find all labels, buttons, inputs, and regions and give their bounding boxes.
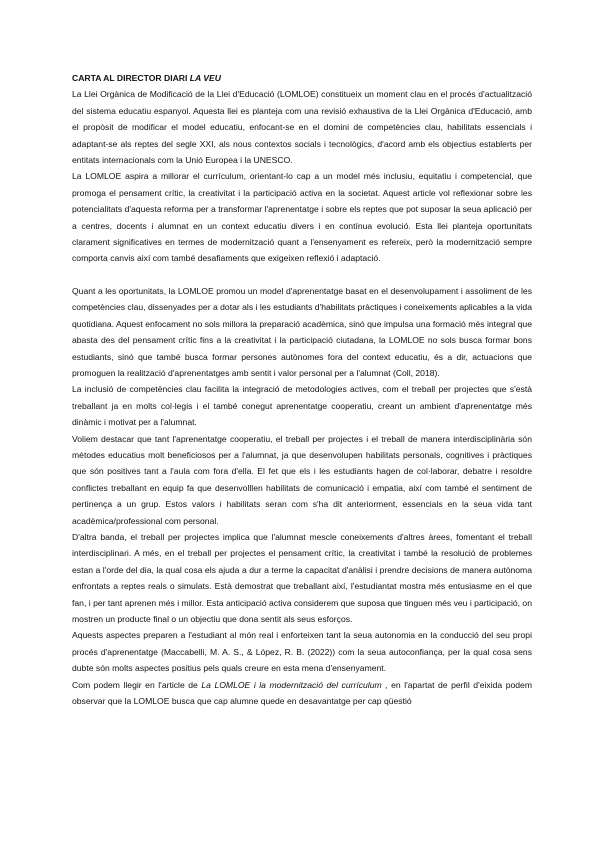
- paragraph-article-reference: [72, 677, 532, 710]
- paragraph-cooperative-learning: Voliem destacar que tant l'aprenentatge cooperatiu, el treball per projectes i el treball de manera interdisciplinària són mètodes educatius molt beneficiosos per a l'alumnat, ja que desenvolupen habilitats personals, cognitives i pràctiques que són positives tant a l'aula com fora d'ella. El fet que els i les estudiants hagen de col·laborar, debatre i resoldre conflictes treballant en equip fa que desenvolllen habilitats de comunicació i empatia, així com també el sentiment de pertinença a un grup. Estos valors i habilitats seran com s'ha dit anteriorment, essencials en la seua vida tant acadèmica/professional com personal.: [72, 433, 532, 526]
- title-prefix: CARTA AL DIRECTOR DIARI: [72, 73, 190, 83]
- document-title: [72, 70, 532, 86]
- paragraph-project-work: D'altra banda, el treball per projectes implica que l'alumnat mescle coneixements d'altres àrees, fomentant el treball interdisciplinari. A més, en el treball per projectes el pensament crític, la creativitat i també la resolució de problemes estan a l'orde del dia, la qual cosa els ajuda a dur a terme la capacitat d'anàlisi i prendre decisions de manera autònoma enfrontats a reptes reals o simulats. Està demostrat que treballant així, l'estudiantat mostra més entusiasme en el que fan, i per tant aprenen més i millor. Esta anticipació activa considerem que suposa que tinguen més veu i participació, on mostren un producte final o un objectiu que dona sentit als seus esforços.: [72, 531, 532, 624]
- reference-before: Com podem llegir en l'article de: [72, 679, 202, 690]
- paragraph-autonomy: Aquests aspectes preparen a l'estudiant al món real i enforteixen tant la seua autonomia en la conducció del seu propi procés d'aprenentatge (Maccabelli, M. A. S., & López, R. B. (2022)) com la seua autoconfiança, per la qual cosa sens dubte són molts aspectes positius pels quals creure en esta mena d'ensenyament.: [72, 630, 532, 674]
- section-gap: [72, 267, 532, 283]
- paragraph-intro: La Llei Orgànica de Modificació de la Llei d'Educació (LOMLOE) constitueix un moment clau en el procés d'actualització del sistema educatiu espanyol. Aquesta llei es planteja com una revisió exhaustiva de la Llei Orgànica d'Educació, amb el propòsit de modificar el model educatiu, enfocant-se en el domini de competències clau, habilitats essencials i adaptant-se als reptes del segle XXI, als nous contextos socials i tecnològics, d'acord amb els objectius establerts per entitats internacionals com la Unió Europea i la UNESCO.: [72, 89, 532, 166]
- reference-after: , en l'apartat de perfil d'eixida podem observar que la LOMLOE busca que cap alumne quede en desavantatge per cap qüestió: [72, 679, 532, 707]
- paragraph-key-competences: La inclusió de competències clau facilita la integració de metodologies actives, com el treball per projectes que s'està treballant ja en molts col·legis i el també conegut aprenentatge cooperatiu, creant un ambient d'aprenentatge més dinàmic i motivat per a l'alumnat.: [72, 384, 532, 428]
- paragraph-opportunities: Quant a les oportunitats, la LOMLOE promou un model d'aprenentatge basat en el desenvolupament i assoliment de les competències clau, dissenyades per a dotar als i les estudiants d'habilitats pràctiques i coneixements aplicables a la vida quotidiana. Aquest enfocament no sols millora la preparació acadèmica, sinó que impulsa una formació més integral que abasta des del pensament crític fins a la creativitat i la participació ciutadana, la LOMLOE no sols busca formar bons estudiants, sinó que també busca formar persones autònomes fora del context educatiu, és a dir, actuacions que promoguen la realització d'aprenentatges amb sentit i valor personal per a l'alumnat (Coll, 2018).: [72, 285, 532, 378]
- document-page: [72, 70, 532, 709]
- article-title: La LOMLOE i la modernització del currículum: [201, 679, 382, 690]
- newspaper-name: LA VEU: [189, 73, 221, 83]
- paragraph-aims: La LOMLOE aspira a millorar el currículum, orientant-lo cap a un model més inclusiu, equitatiu i competencial, que promoga el pensament crític, la creativitat i la participació activa en la societat. Aquest article vol reflexionar sobre les potencialitats d'aquesta reforma per a transformar l'aprenentatge i sobre els reptes que pot suposar la seua aplicació per a centres, docents i alumnat en un context educatiu divers i en contínua evolució. Esta llei planteja oportunitats clarament significatives en termes de modernització quant a l'ensenyament es refereix, però la modernització sempre comporta canvis així com també desafiaments que exigeixen reflexió i adaptació.: [72, 171, 532, 264]
